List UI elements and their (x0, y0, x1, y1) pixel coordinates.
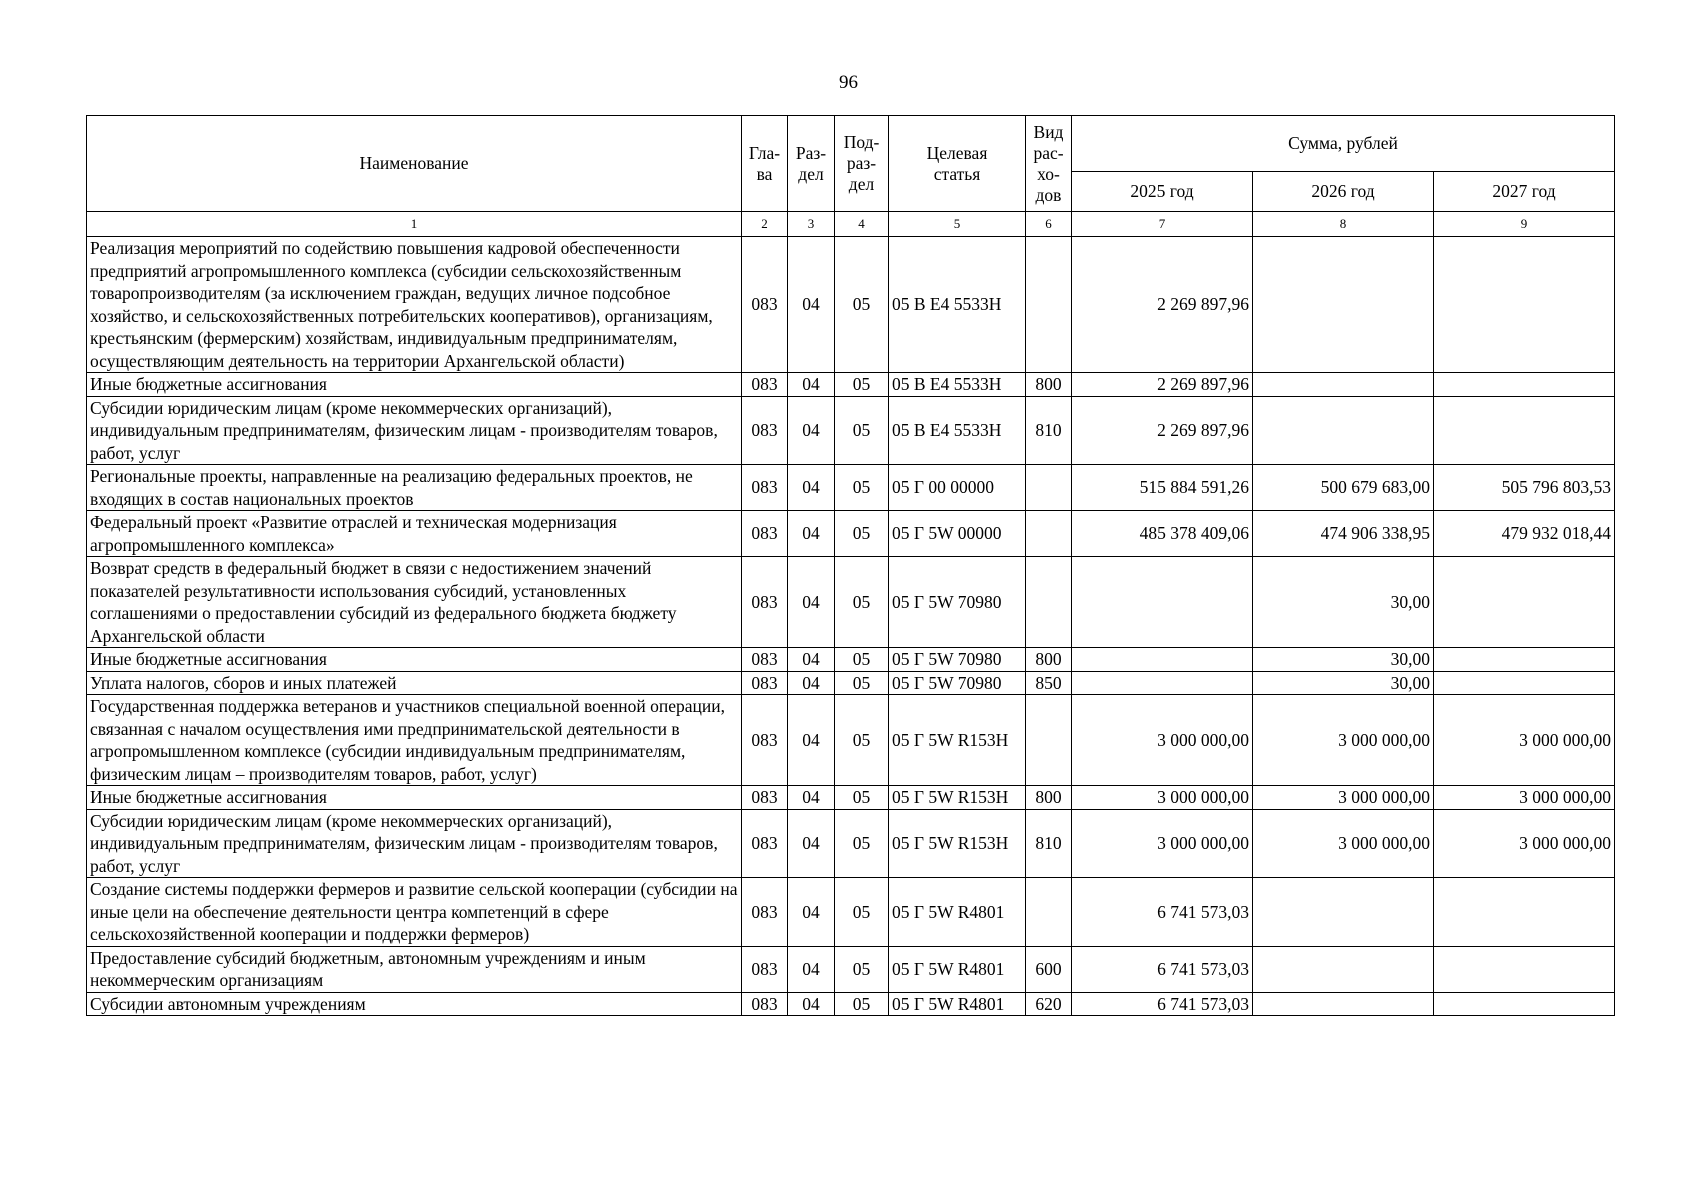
cell-name: Предоставление субсидий бюджетным, автономным учреждениям и иным некоммерческим организациям (87, 946, 742, 992)
cell-amount-2026 (1253, 946, 1434, 992)
budget-table (86, 115, 1615, 1016)
cell-razdel: 04 (788, 809, 835, 878)
cell-razdel: 04 (788, 396, 835, 465)
cell-amount-2025 (1072, 557, 1253, 648)
col-number: 1 (87, 212, 742, 237)
cell-amount-2025 (1072, 648, 1253, 672)
cell-glava: 083 (742, 648, 788, 672)
cell-target: 05 Г 5W R4801 (889, 878, 1026, 947)
cell-target: 05 Г 5W R153Н (889, 809, 1026, 878)
cell-razdel: 04 (788, 557, 835, 648)
header-vid: Вид рас- хо- дов (1026, 116, 1072, 212)
cell-name: Иные бюджетные ассигнования (87, 648, 742, 672)
cell-target: 05 Г 5W R4801 (889, 946, 1026, 992)
cell-amount-2027 (1434, 396, 1615, 465)
cell-name: Создание системы поддержки фермеров и развитие сельской кооперации (субсидии на иные цели на обеспечение деятельности центра компетенций в сфере сельскохозяйственной кооперации и поддержки фермеров) (87, 878, 742, 947)
cell-target: 05 Г 5W 70980 (889, 648, 1026, 672)
cell-target: 05 В Е4 5533Н (889, 237, 1026, 373)
cell-name: Региональные проекты, направленные на реализацию федеральных проектов, не входящих в состав национальных проектов (87, 465, 742, 511)
cell-target: 05 Г 00 00000 (889, 465, 1026, 511)
cell-amount-2025: 2 269 897,96 (1072, 396, 1253, 465)
cell-podrazdel: 05 (835, 396, 889, 465)
cell-amount-2026: 3 000 000,00 (1253, 695, 1434, 786)
cell-amount-2027: 3 000 000,00 (1434, 809, 1615, 878)
cell-amount-2025: 2 269 897,96 (1072, 373, 1253, 397)
cell-amount-2025: 3 000 000,00 (1072, 809, 1253, 878)
header-podrazdel: Под- раз- дел (835, 116, 889, 212)
cell-vid: 800 (1026, 786, 1072, 810)
cell-podrazdel: 05 (835, 465, 889, 511)
cell-razdel: 04 (788, 648, 835, 672)
cell-name: Возврат средств в федеральный бюджет в связи с недостижением значений показателей результативности использования субсидий, установленных соглашениями о предоставлении субсидий из федерального бюджета бюджету Архангельской области (87, 557, 742, 648)
cell-podrazdel: 05 (835, 946, 889, 992)
cell-podrazdel: 05 (835, 671, 889, 695)
cell-glava: 083 (742, 465, 788, 511)
cell-razdel: 04 (788, 373, 835, 397)
cell-vid: 800 (1026, 648, 1072, 672)
col-number: 7 (1072, 212, 1253, 237)
cell-razdel: 04 (788, 237, 835, 373)
cell-amount-2025: 6 741 573,03 (1072, 992, 1253, 1016)
cell-amount-2026: 3 000 000,00 (1253, 786, 1434, 810)
cell-podrazdel: 05 (835, 695, 889, 786)
cell-podrazdel: 05 (835, 786, 889, 810)
cell-amount-2027: 505 796 803,53 (1434, 465, 1615, 511)
header-razdel: Раз- дел (788, 116, 835, 212)
cell-razdel: 04 (788, 878, 835, 947)
cell-vid: 810 (1026, 809, 1072, 878)
header-name: Наименование (87, 116, 742, 212)
cell-name: Субсидии автономным учреждениям (87, 992, 742, 1016)
table-row (87, 557, 1615, 648)
cell-name: Реализация мероприятий по содействию повышения кадровой обеспеченности предприятий агропромышленного комплекса (субсидии сельскохозяйственным товаропроизводителям (за исключением граждан, ведущих личное подсобное хозяйство, и сельскохозяйственных потребительских кооперативов), организациям, крестьянским (фермерским) хозяйствам, индивидуальным предпринимателям, осуществляющим деятельность на территории Архангельской области) (87, 237, 742, 373)
table-row (87, 373, 1615, 397)
cell-vid (1026, 465, 1072, 511)
cell-name: Федеральный проект «Развитие отраслей и техническая модернизация агропромышленного комплекса» (87, 511, 742, 557)
cell-amount-2026: 30,00 (1253, 648, 1434, 672)
cell-amount-2025: 485 378 409,06 (1072, 511, 1253, 557)
cell-amount-2026: 30,00 (1253, 557, 1434, 648)
table-row (87, 465, 1615, 511)
cell-podrazdel: 05 (835, 878, 889, 947)
col-number: 6 (1026, 212, 1072, 237)
cell-amount-2025: 515 884 591,26 (1072, 465, 1253, 511)
cell-amount-2026: 500 679 683,00 (1253, 465, 1434, 511)
cell-name: Иные бюджетные ассигнования (87, 373, 742, 397)
col-number: 3 (788, 212, 835, 237)
cell-name: Субсидии юридическим лицам (кроме некоммерческих организаций), индивидуальным предпринимателям, физическим лицам - производителям товаров, работ, услуг (87, 809, 742, 878)
cell-target: 05 Г 5W R153Н (889, 695, 1026, 786)
table-row (87, 396, 1615, 465)
cell-name: Субсидии юридическим лицам (кроме некоммерческих организаций), индивидуальным предпринимателям, физическим лицам - производителям товаров, работ, услуг (87, 396, 742, 465)
cell-amount-2026: 3 000 000,00 (1253, 809, 1434, 878)
cell-podrazdel: 05 (835, 992, 889, 1016)
cell-amount-2025: 3 000 000,00 (1072, 786, 1253, 810)
table-row (87, 992, 1615, 1016)
table-row (87, 237, 1615, 373)
cell-amount-2026 (1253, 373, 1434, 397)
cell-amount-2027: 3 000 000,00 (1434, 786, 1615, 810)
table-row (87, 671, 1615, 695)
cell-glava: 083 (742, 878, 788, 947)
cell-target: 05 В Е4 5533Н (889, 373, 1026, 397)
cell-podrazdel: 05 (835, 648, 889, 672)
cell-amount-2026 (1253, 396, 1434, 465)
cell-target: 05 Г 5W 70980 (889, 671, 1026, 695)
table-row (87, 786, 1615, 810)
cell-amount-2027 (1434, 946, 1615, 992)
cell-vid: 800 (1026, 373, 1072, 397)
cell-vid (1026, 878, 1072, 947)
cell-amount-2025: 6 741 573,03 (1072, 946, 1253, 992)
header-glava: Гла- ва (742, 116, 788, 212)
cell-target: 05 Г 5W 00000 (889, 511, 1026, 557)
cell-glava: 083 (742, 946, 788, 992)
cell-amount-2026: 474 906 338,95 (1253, 511, 1434, 557)
header-year-2027: 2027 год (1434, 172, 1615, 212)
cell-amount-2027 (1434, 373, 1615, 397)
table-row (87, 511, 1615, 557)
table-row (87, 648, 1615, 672)
cell-vid: 600 (1026, 946, 1072, 992)
cell-amount-2025: 6 741 573,03 (1072, 878, 1253, 947)
cell-amount-2027 (1434, 671, 1615, 695)
cell-glava: 083 (742, 786, 788, 810)
cell-target: 05 В Е4 5533Н (889, 396, 1026, 465)
page-number: 96 (839, 72, 858, 93)
cell-razdel: 04 (788, 695, 835, 786)
cell-name: Уплата налогов, сборов и иных платежей (87, 671, 742, 695)
cell-vid (1026, 237, 1072, 373)
table-row (87, 878, 1615, 947)
cell-vid (1026, 511, 1072, 557)
cell-name: Государственная поддержка ветеранов и участников специальной военной операции, связанная с началом осуществления ими предпринимательской деятельности в агропромышленном комплексе (субсидии индивидуальным предпринимателям, физическим лицам – производителям товаров, работ, услуг) (87, 695, 742, 786)
cell-glava: 083 (742, 992, 788, 1016)
header-year-2025: 2025 год (1072, 172, 1253, 212)
cell-razdel: 04 (788, 671, 835, 695)
cell-vid (1026, 695, 1072, 786)
cell-amount-2027 (1434, 648, 1615, 672)
cell-vid: 810 (1026, 396, 1072, 465)
cell-podrazdel: 05 (835, 373, 889, 397)
cell-razdel: 04 (788, 786, 835, 810)
cell-amount-2027 (1434, 557, 1615, 648)
cell-name: Иные бюджетные ассигнования (87, 786, 742, 810)
cell-glava: 083 (742, 809, 788, 878)
cell-razdel: 04 (788, 946, 835, 992)
cell-razdel: 04 (788, 465, 835, 511)
cell-glava: 083 (742, 237, 788, 373)
col-number: 8 (1253, 212, 1434, 237)
col-number: 9 (1434, 212, 1615, 237)
cell-glava: 083 (742, 396, 788, 465)
cell-amount-2025: 3 000 000,00 (1072, 695, 1253, 786)
cell-amount-2026: 30,00 (1253, 671, 1434, 695)
header-target: Целевая статья (889, 116, 1026, 212)
cell-glava: 083 (742, 373, 788, 397)
cell-glava: 083 (742, 511, 788, 557)
cell-amount-2027 (1434, 237, 1615, 373)
cell-amount-2027 (1434, 878, 1615, 947)
cell-glava: 083 (742, 695, 788, 786)
cell-amount-2027: 479 932 018,44 (1434, 511, 1615, 557)
cell-amount-2027 (1434, 992, 1615, 1016)
cell-vid: 850 (1026, 671, 1072, 695)
cell-razdel: 04 (788, 511, 835, 557)
cell-glava: 083 (742, 671, 788, 695)
cell-amount-2026 (1253, 237, 1434, 373)
cell-amount-2025 (1072, 671, 1253, 695)
cell-amount-2026 (1253, 878, 1434, 947)
table-row (87, 809, 1615, 878)
cell-glava: 083 (742, 557, 788, 648)
col-number: 2 (742, 212, 788, 237)
cell-amount-2027: 3 000 000,00 (1434, 695, 1615, 786)
cell-podrazdel: 05 (835, 237, 889, 373)
cell-amount-2026 (1253, 992, 1434, 1016)
cell-podrazdel: 05 (835, 809, 889, 878)
table-row (87, 695, 1615, 786)
col-number: 4 (835, 212, 889, 237)
cell-target: 05 Г 5W R4801 (889, 992, 1026, 1016)
table-row (87, 946, 1615, 992)
cell-vid: 620 (1026, 992, 1072, 1016)
header-year-2026: 2026 год (1253, 172, 1434, 212)
header-sum: Сумма, рублей (1072, 116, 1615, 172)
cell-amount-2025: 2 269 897,96 (1072, 237, 1253, 373)
cell-podrazdel: 05 (835, 511, 889, 557)
cell-podrazdel: 05 (835, 557, 889, 648)
cell-target: 05 Г 5W R153Н (889, 786, 1026, 810)
col-number: 5 (889, 212, 1026, 237)
cell-vid (1026, 557, 1072, 648)
cell-razdel: 04 (788, 992, 835, 1016)
cell-target: 05 Г 5W 70980 (889, 557, 1026, 648)
